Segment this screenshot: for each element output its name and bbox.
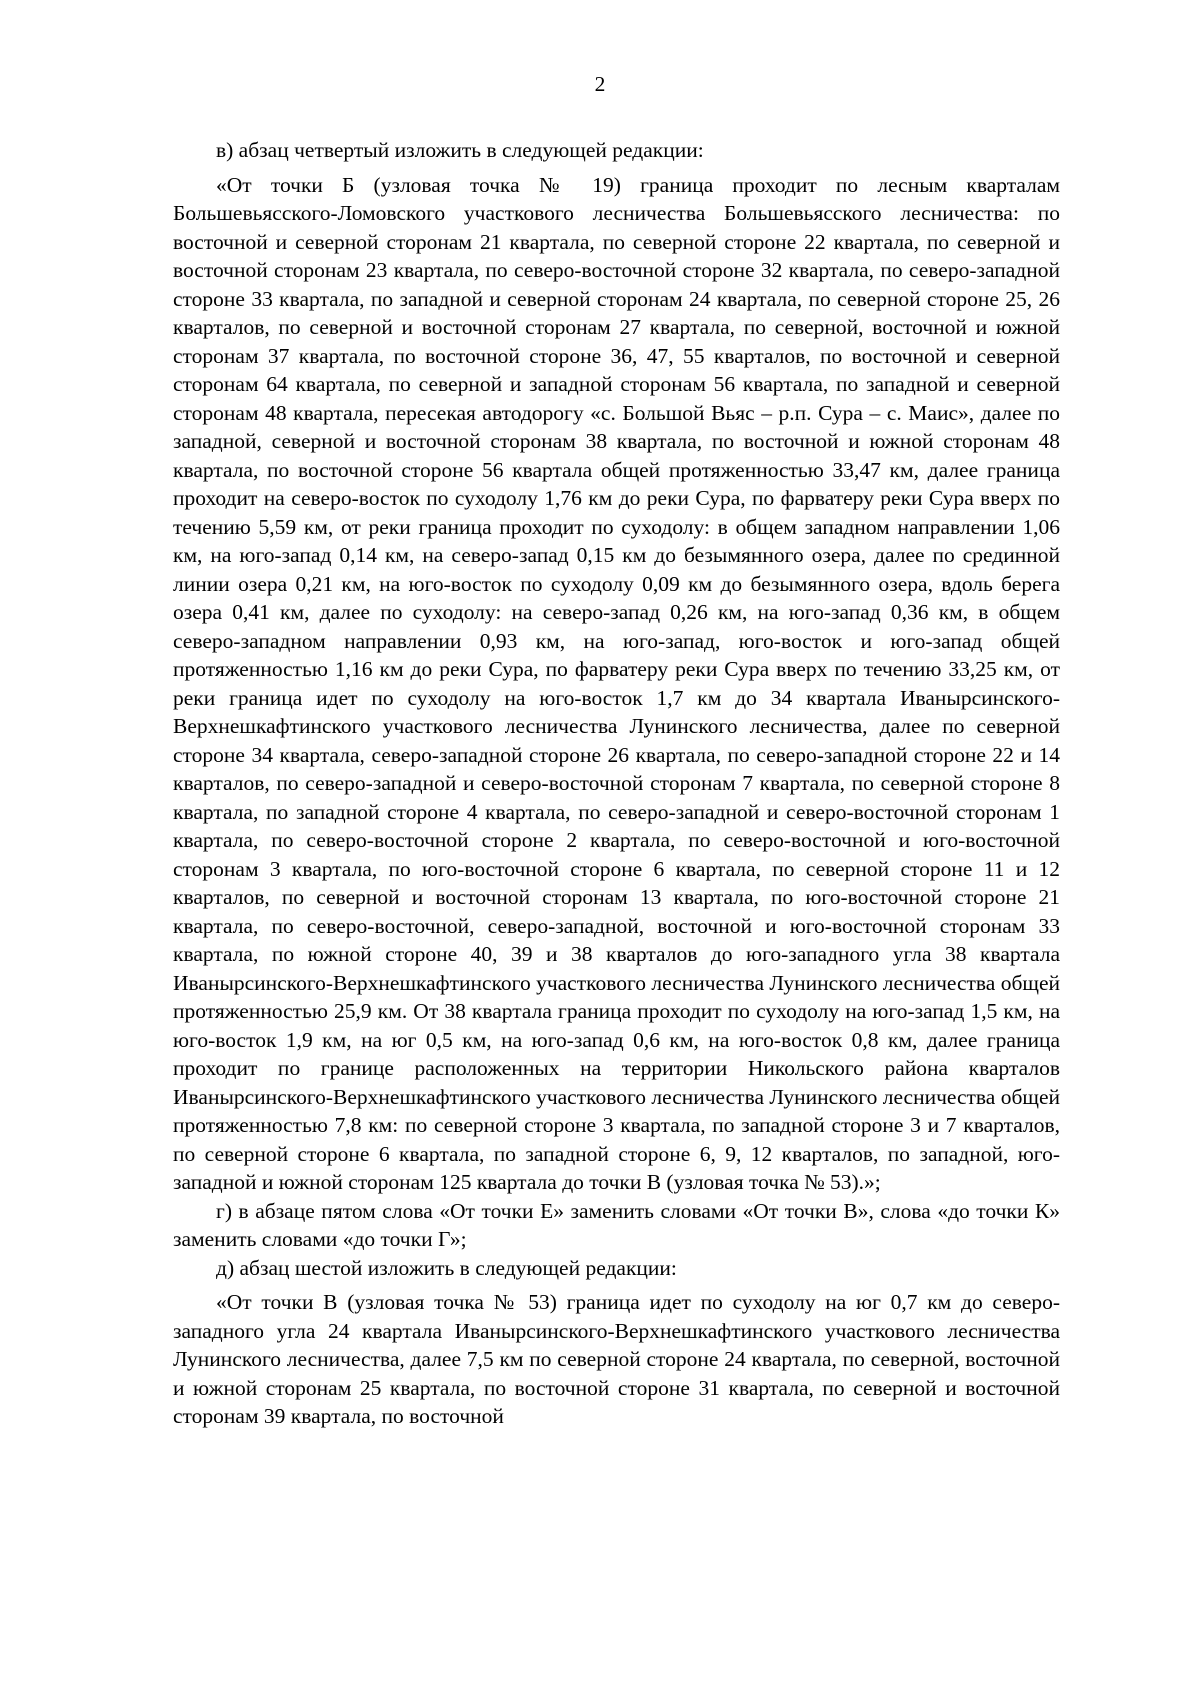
paragraph-quote-point-v: «От точки В (узловая точка № 53) граница идет по суходолу на юг 0,7 км до северо-западного угла 24 квартала Иванырсинского-Верхнешкафтинского участкового лесничества Лунинского лесничества, далее 7,5 км по северной стороне 24 квартала, по северной, восточной и южной сторонам 25 квартала, по восточной стороне 31 квартала, по северной и восточной сторонам 39 квартала, по восточной (173, 1290, 1060, 1428)
page-number: 2 (594, 72, 606, 96)
document-body (173, 136, 1060, 1431)
paragraph-item-g: г) в абзаце пятом слова «От точки Е» заменить словами «От точки В», слова «до точки К» заменить словами «до точки Г»; (173, 1198, 1060, 1251)
paragraph-item-d: д) абзац шестой изложить в следующей редакции: (216, 1255, 677, 1280)
paragraph-quote-point-b: «От точки Б (узловая точка № 19) граница проходит по лесным кварталам Большевьясского-Ломовского участкового лесничества Большевьясского лесничества: по восточной и северной сторонам 21 квартала, по северной стороне 22 квартала, по северной и восточной сторонам 23 квартала, по северо-восточной стороне 32 квартала, по северо-западной стороне 33 квартала, по западной и северной сторонам 24 квартала, по северной стороне 25, 26 кварталов, по северной и восточной сторонам 27 квартала, по северной, восточной и южной сторонам 37 квартала, по восточной стороне 36, 47, 55 кварталов, по восточной и северной сторонам 64 квартала, по северной и западной сторонам 56 квартала, по западной и северной сторонам 48 квартала, пересекая автодорогу «с. Большой Вьяс – р.п. Сура – с. Маис», далее по западной, северной и восточной сторонам 38 квартала, по восточной и южной сторонам 48 квартала, по восточной стороне 56 квартала общей протяженностью 33,47 км, далее граница проходит на северо-восток по суходолу 1,76 км до реки Сура, по фарватеру реки Сура вверх по течению 5,59 км, от реки граница проходит по суходолу: в общем западном направлении 1,06 км, на юго-запад 0,14 км, на северо-запад 0,15 км до безымянного озера, далее по срединной линии озера 0,21 км, на юго-восток по суходолу 0,09 км до безымянного озера, вдоль берега озера 0,41 км, далее по суходолу: на северо-запад 0,26 км, на юго-запад 0,36 км, в общем северо-западном направлении 0,93 км, на юго-запад, юго-восток и юго-запад общей протяженностью 1,16 км до реки Сура, по фарватеру реки Сура вверх по течению 33,25 км, от реки граница идет по суходолу на юго-восток 1,7 км до 34 квартала Иванырсинского-Верхнешкафтинского участкового лесничества Лунинского лесничества, далее по северной стороне 34 квартала, северо-западной стороне 26 квартала, по северо-западной стороне 22 и 14 кварталов, по северо-западной и северо-восточной сторонам 7 квартала, по северной стороне 8 квартала, по западной стороне 4 квартала, по северо-западной и северо-восточной сторонам 1 квартала, по северо-восточной стороне 2 квартала, по северо-восточной и юго-восточной сторонам 3 квартала, по юго-восточной стороне 6 квартала, по северной стороне 11 и 12 кварталов, по северной и восточной сторонам 13 квартала, по юго-восточной стороне 21 квартала, по северо-восточной, северо-западной, восточной и юго-восточной сторонам 33 квартала, по южной стороне 40, 39 и 38 кварталов до юго-западного угла 38 квартала Иванырсинского-Верхнешкафтинского участкового лесничества Лунинского лесничества общей протяженностью 25,9 км. От 38 квартала граница проходит по суходолу на юго-запад 1,5 км, на юго-восток 1,9 км, на юг 0,5 км, на юго-запад 0,6 км, на юго-восток 0,8 км, далее граница проходит по границе расположенных на территории Никольского района кварталов Иванырсинского-Верхнешкафтинского участкового лесничества Лунинского лесничества общей протяженностью 7,8 км: по северной стороне 3 квартала, по западной стороне 3 и 7 кварталов, по северной стороне 6 квартала, по западной стороне 6, 9, 12 кварталов, по западной, юго-западной и южной сторонам 125 квартала до точки В (узловая точка № 53).»; (173, 172, 1061, 1194)
paragraph-item-v: в) абзац четвертый изложить в следующей редакции: (216, 138, 704, 162)
